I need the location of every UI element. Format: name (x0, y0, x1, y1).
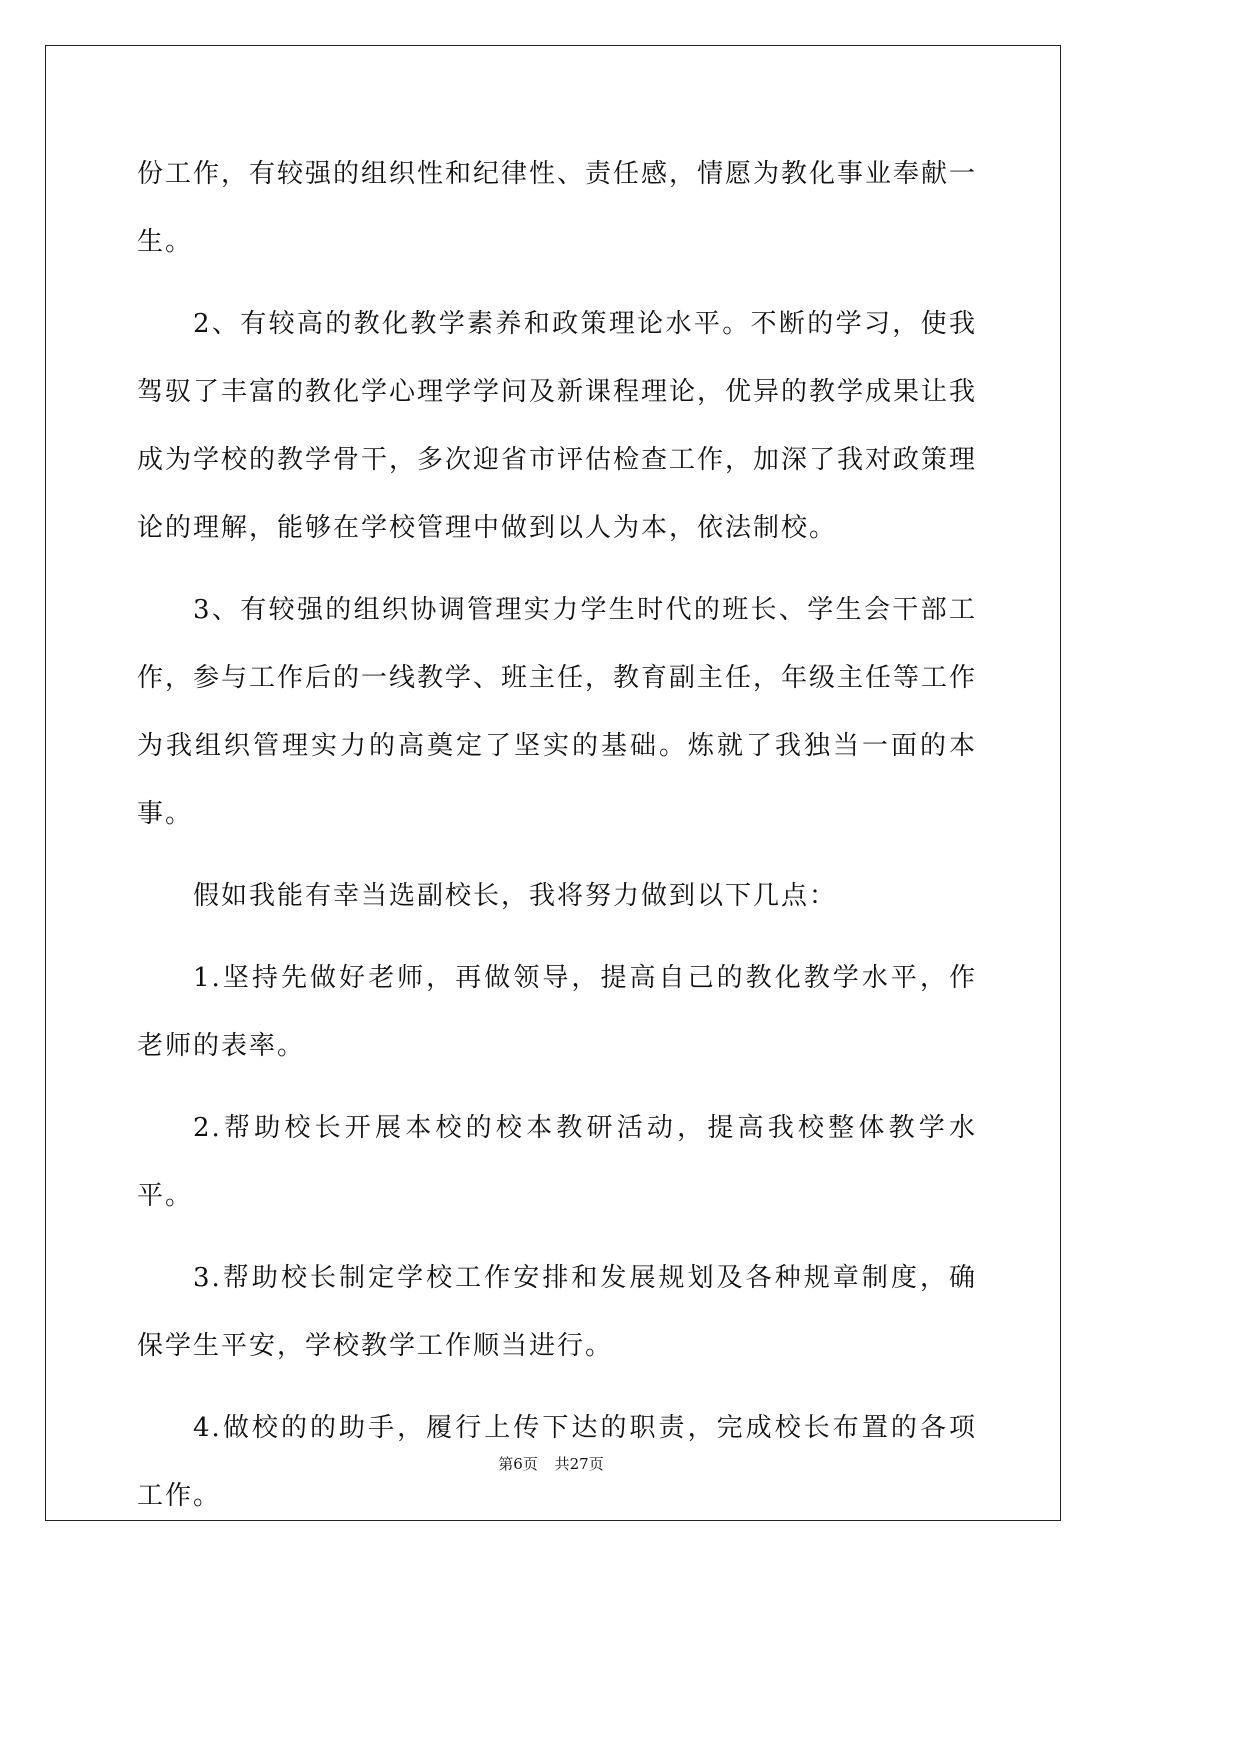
paragraph-plan-1: 1.坚持先做好老师，再做领导，提高自己的教化教学水平，作老师的表率。 (137, 963, 977, 1061)
page-number: 第6页 (498, 1455, 538, 1473)
paragraph-qualification-3: 3、有较强的组织协调管理实力学生时代的班长、学生会干部工作，参与工作后的一线教学、班主任，教育副主任，年级主任等工作为我组织管理实力的高奠定了坚实的基础。炼就了我独当一面的本事。 (137, 595, 978, 829)
page-total: 共27页 (554, 1455, 604, 1473)
page-footer (0, 1453, 1102, 1474)
paragraph-plan-4: 4.做校的的助手，履行上传下达的职责，完成校长布置的各项工作。 (137, 1413, 977, 1511)
paragraph-qualification-2: 2、有较高的教化教学素养和政策理论水平。不断的学习，使我驾驭了丰富的教化学心理学学问及新课程理论，优异的教学成果让我成为学校的教学骨干，多次迎省市评估检查工作，加深了我对政策理论的理解，能够在学校管理中做到以人为本，依法制校。 (137, 309, 978, 543)
paragraph-continuation: 份工作，有较强的组织性和纪律性、责任感，情愿为教化事业奉献一生。 (137, 159, 978, 257)
paragraph-intro-plan: 假如我能有幸当选副校长，我将努力做到以下几点： (193, 881, 838, 911)
paragraph-plan-2: 2.帮助校长开展本校的校本教研活动，提高我校整体教学水平。 (137, 1113, 977, 1211)
document-body (137, 140, 977, 1544)
paragraph-plan-3: 3.帮助校长制定学校工作安排和发展规划及各种规章制度，确保学生平安，学校教学工作顺当进行。 (137, 1263, 977, 1361)
